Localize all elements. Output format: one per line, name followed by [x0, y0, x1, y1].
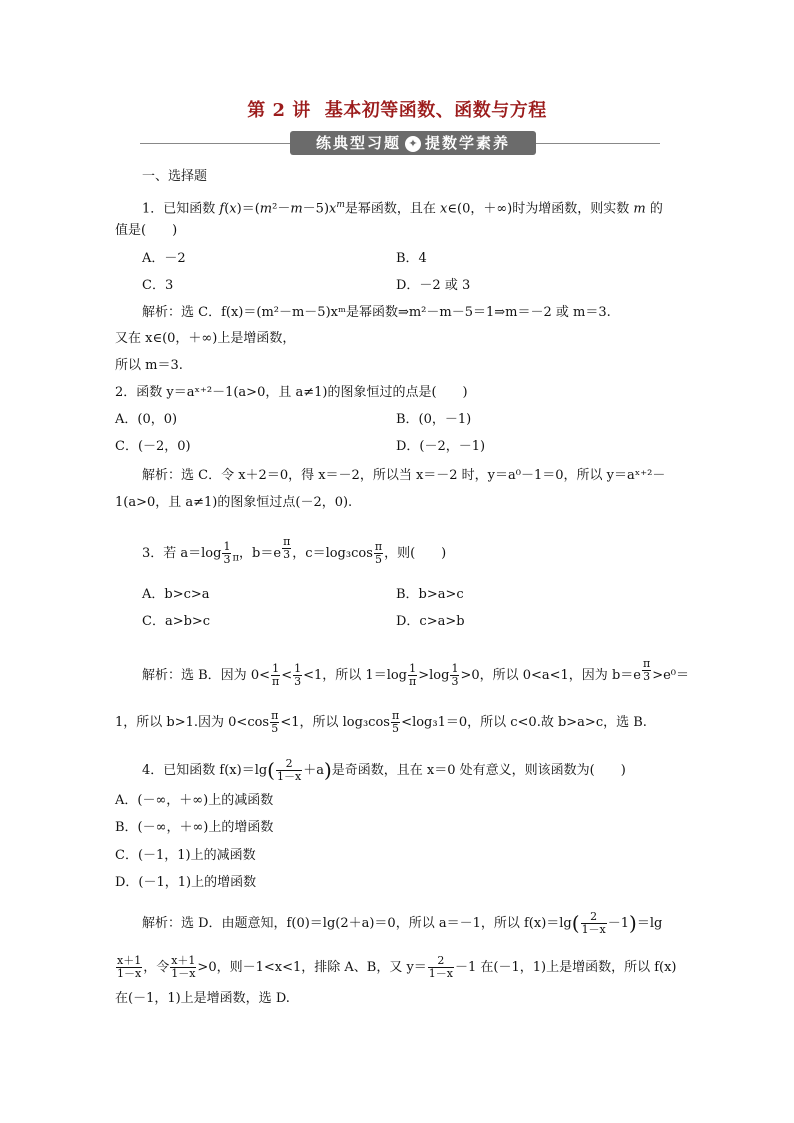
q2-stem: 2．函数 y＝aˣ⁺²－1(a>0，且 a≠1)的图象恒过的点是( ) [115, 385, 468, 400]
q4-stem: 4．已知函数 f(x)＝lg( $\frac{2}{1-x}$ ＋a)是奇函数，且在 x＝0 处有意义，则该函数为( ) [142, 757, 626, 783]
banner-right-text: 提数学素养 [425, 134, 511, 152]
q2-solution-line1: 解析：选 C．令 x＋2＝0，得 x＝－2，所以当 x＝－2 时，y＝a⁰－1＝0，所以 y＝aˣ⁺²－ [142, 468, 666, 483]
banner-left-text: 练典型习题 [315, 134, 401, 152]
q1-solution-line1: 解析：选 C．f(x)＝(m²－m－5)xᵐ是幂函数⇒m²－m－5＝1⇒m＝－2 或 m＝3. [142, 305, 611, 320]
lesson-topic: 基本初等函数、函数与方程 [324, 100, 547, 121]
frac-pi-5: $\frac{\pi}{5}$ [374, 539, 383, 566]
q3-solution-line1: 解析：选 B．因为 0< $\frac{1}{\pi}$ < $\frac{1}{3}$ <1，所以 1＝log $\frac{1}{\pi}$ >log $\frac{1}{3}$ >0，所以 0<a<1，因为 b＝e $^{\frac{\pi}{3}}$ >e⁰＝ [142, 657, 690, 688]
q3-stem: 3．若 a＝log $\frac{1}{3}$ $_\pi$，b＝e $^{\frac{\pi}{3}}$ ，c＝log₃cos $\frac{\pi}{5}$ ，则( ) [142, 535, 447, 566]
q4-solution-line1: 解析：选 D．由题意知，f(0)＝lg(2＋a)＝0，所以 a＝－1，所以 f(x)＝lg( $\frac{2}{1-x}$ －1)＝lg [142, 910, 663, 936]
q4-solution-line3: 在(－1，1)上是增函数，选 D. [115, 991, 290, 1006]
q3-option-b: B．b>a>c [396, 587, 464, 602]
frac-1-3: $\frac{1}{3}$ [223, 539, 231, 566]
q1-option-d: D．－2 或 3 [396, 278, 471, 293]
section-heading: 一、选择题 [142, 169, 208, 184]
banner-pill [290, 131, 536, 155]
q1-stem-line2: 值是( ) [115, 223, 178, 238]
q2-option-a: A．(0，0) [115, 412, 178, 427]
q2-solution-line2: 1(a>0，且 a≠1)的图象恒过点(－2，0). [115, 495, 353, 510]
q3-option-c: C．a>b>c [142, 614, 211, 629]
q2-option-c: C．(－2，0) [115, 439, 191, 454]
q1-stem-line1: 1．已知函数 $f(x)=(m^2-m-5)x^m$是幂函数，且在 x∈(0，＋∞)时为增函数，则实数 m 的 [142, 200, 663, 217]
q1-option-b: B．4 [396, 251, 427, 266]
lesson-number: 第 2 讲 [247, 100, 311, 121]
banner-circle-icon: ✦ [405, 136, 421, 152]
q1-option-c: C．3 [142, 278, 174, 293]
q4-option-b: B．(－∞，＋∞)上的增函数 [115, 820, 274, 835]
frac-pi-3: π 3 [283, 535, 291, 561]
q4-option-a: A．(－∞，＋∞)上的减函数 [115, 793, 274, 808]
q2-option-d: D．(－2，－1) [396, 439, 486, 454]
q1-option-a: A．－2 [142, 251, 186, 266]
q4-option-c: C．(－1，1)上的减函数 [115, 848, 256, 863]
q4-solution-line2: $\frac{x+1}{1-x}$ ，令 $\frac{x+1}{1-x}$ >0，则－1<x<1，排除 A、B，又 y＝ $\frac{2}{1-x}$ －1 在(－1，1)上是增函数，所以 f(x) [117, 954, 677, 980]
q3-solution-line2: 1，所以 b>1.因为 0<cos $\frac{\pi}{5}$ <1，所以 log₃cos $\frac{\pi}{5}$ <log₃1＝0，所以 c<0.故 b>a>c，选 B. [115, 709, 647, 735]
q3-option-a: A．b>c>a [142, 587, 210, 602]
lesson-title [0, 96, 794, 122]
q3-option-d: D．c>a>b [396, 614, 465, 629]
q1-solution-line2: 又在 x∈(0，＋∞)上是增函数， [115, 331, 296, 346]
q4-option-d: D．(－1，1)上的增函数 [115, 875, 257, 890]
section-banner [140, 131, 660, 155]
frac-2-over-1-minus-x: $\frac{2}{1-x}$ [276, 757, 302, 783]
q2-option-b: B．(0，－1) [396, 412, 472, 427]
q1-solution-line3: 所以 m＝3. [115, 358, 183, 373]
